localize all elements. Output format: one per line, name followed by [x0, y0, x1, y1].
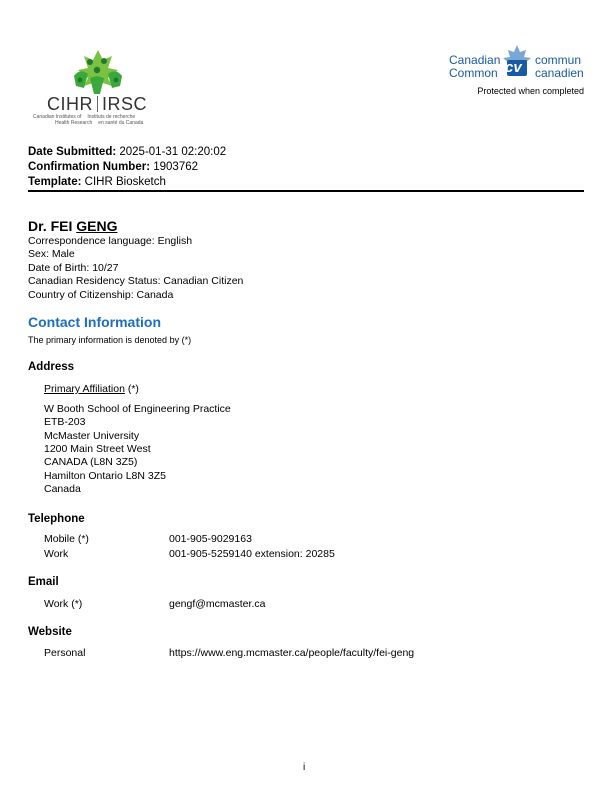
residency-status: Canadian Residency Status: Canadian Citizen — [28, 275, 244, 287]
email-heading: Email — [28, 576, 59, 588]
person-name — [28, 218, 117, 234]
address-line: CANADA (L8N 3Z5) — [44, 456, 138, 468]
template — [28, 176, 166, 188]
address-line: W Booth School of Engineering Practice — [44, 403, 231, 415]
address-primary-marker: (*) — [127, 383, 139, 395]
address-type-label: Primary Affiliation — [44, 383, 125, 395]
cihr-name-en-2: Health Research — [55, 120, 93, 126]
cihr-name-fr-2: en santé du Canada — [98, 120, 144, 126]
country-of-citizenship: Country of Citizenship: Canada — [28, 289, 174, 301]
email-label: Work (*) — [44, 598, 83, 610]
correspondence-language: Correspondence language: English — [28, 235, 193, 247]
cihr-abbr-en: CIHR — [47, 94, 93, 114]
primary-note: The primary information is denoted by (*) — [28, 335, 192, 345]
address-line: 1200 Main Street West — [44, 443, 151, 455]
header-divider — [28, 190, 584, 192]
confirmation-number — [28, 161, 198, 173]
telephone-label: Work — [44, 548, 69, 560]
ccv-cv: cv — [505, 59, 522, 76]
ccv-commun: commun — [535, 53, 582, 67]
date-submitted — [28, 146, 226, 158]
address-type — [44, 383, 139, 395]
page-number: i — [303, 762, 306, 773]
confirmation-value: 1903762 — [153, 161, 199, 173]
contact-information-title: Contact Information — [28, 314, 161, 330]
date-submitted-label: Date Submitted: — [28, 146, 117, 158]
ccv-common: Common — [449, 66, 498, 80]
template-value: CIHR Biosketch — [84, 176, 166, 188]
ccv-canadian: Canadian — [449, 53, 501, 67]
telephone-value: 001-905-9029163 — [169, 533, 252, 545]
address-line: McMaster University — [44, 430, 140, 442]
email-value[interactable]: gengf@mcmaster.ca — [169, 598, 266, 610]
ccv-logo — [447, 44, 587, 84]
template-label: Template: — [28, 176, 82, 188]
cihr-abbr-fr: IRSC — [102, 94, 148, 114]
address-line: Hamilton Ontario L8N 3Z5 — [44, 470, 166, 482]
address-line: ETB-203 — [44, 416, 86, 428]
sex: Sex: Male — [28, 248, 75, 260]
person-prefix: Dr. FEI — [28, 218, 73, 234]
cihr-full-names — [33, 114, 173, 126]
website-label: Personal — [44, 647, 86, 659]
cihr-name-fr-1: Instituts de recherche — [87, 114, 136, 120]
address-line: Canada — [44, 483, 81, 495]
address-heading: Address — [28, 361, 75, 373]
date-submitted-value: 2025-01-31 02:20:02 — [119, 146, 227, 158]
cihr-name-en-1: Canadian Institutes of — [33, 114, 82, 120]
ccv-canadien: canadien — [535, 66, 584, 80]
protected-note: Protected when completed — [477, 86, 584, 96]
date-of-birth: Date of Birth: 10/27 — [28, 262, 119, 274]
cihr-wordmark — [47, 94, 147, 115]
confirmation-label: Confirmation Number: — [28, 161, 151, 173]
telephone-heading: Telephone — [28, 513, 85, 525]
website-link[interactable]: https://www.eng.mcmaster.ca/people/faculty/fei-geng — [169, 647, 415, 659]
telephone-label: Mobile (*) — [44, 533, 89, 545]
telephone-value: 001-905-5259140 extension: 20285 — [169, 548, 335, 560]
person-last-name: GENG — [76, 218, 118, 234]
website-heading: Website — [28, 626, 72, 638]
